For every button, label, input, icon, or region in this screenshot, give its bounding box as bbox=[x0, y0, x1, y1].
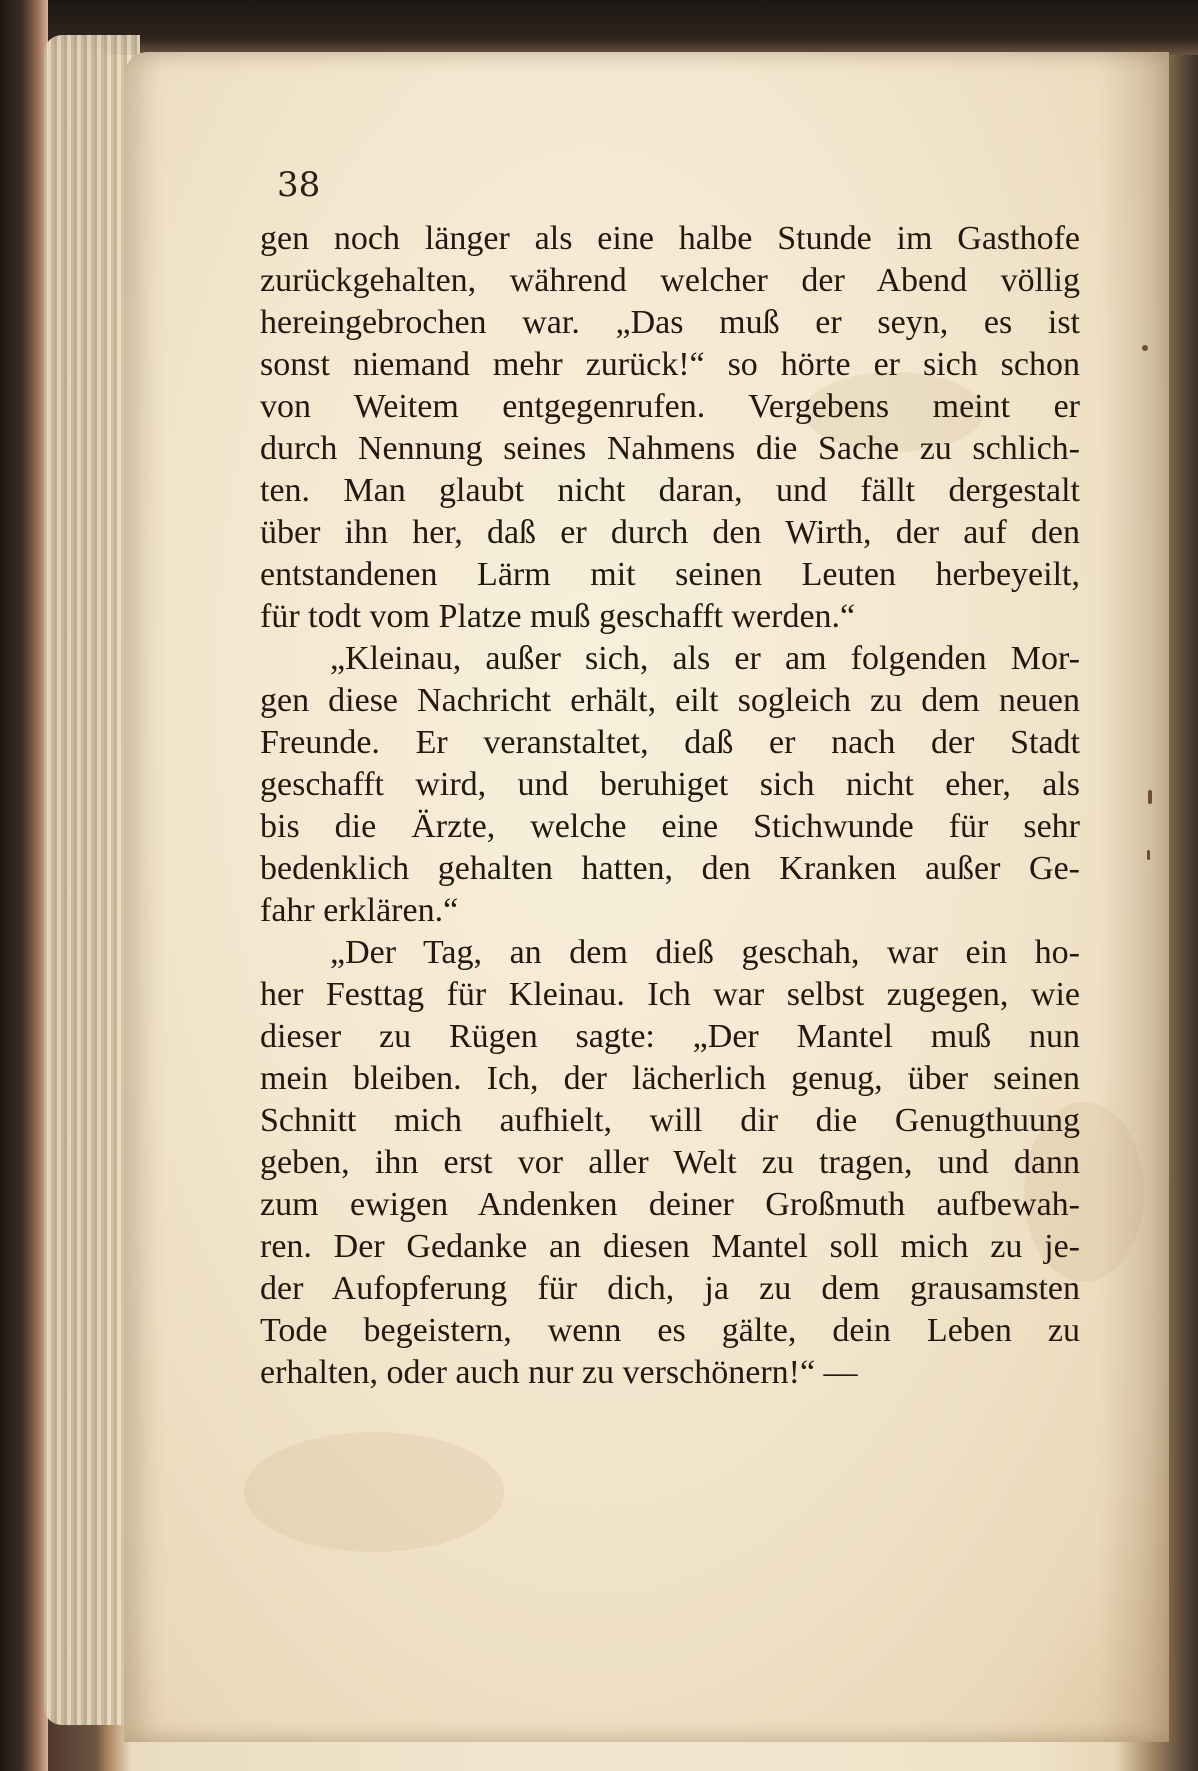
text-line: erhalten, oder auch nur zu verschönern!“ — bbox=[260, 1354, 858, 1391]
text-line: für todt vom Platze muß geschafft werden.“ bbox=[260, 598, 856, 635]
text-line: zum ewigen Andenken deiner Großmuth aufbewah- bbox=[260, 1186, 1080, 1223]
text-line: gen noch länger als eine halbe Stunde im Gasthofe bbox=[260, 220, 1080, 257]
text-line: bis die Ärzte, welche eine Stichwunde für sehr bbox=[260, 808, 1080, 845]
text-line: Tode begeistern, wenn es gälte, dein Leben zu bbox=[260, 1312, 1080, 1349]
margin-mark bbox=[1147, 850, 1150, 860]
text-line: Freunde. Er veranstaltet, daß er nach der Stadt bbox=[260, 724, 1080, 761]
text-line: gen diese Nachricht erhält, eilt sogleich zu dem neuen bbox=[260, 682, 1080, 719]
text-line: über ihn her, daß er durch den Wirth, der auf den bbox=[260, 514, 1080, 551]
text-line: ten. Man glaubt nicht daran, und fällt dergestalt bbox=[260, 472, 1080, 509]
text-line: hereingebrochen war. „Das muß er seyn, es ist bbox=[260, 304, 1080, 341]
text-line: zurückgehalten, während welcher der Abend völlig bbox=[260, 262, 1080, 299]
text-line: mein bleiben. Ich, der lächerlich genug, über seinen bbox=[260, 1060, 1080, 1097]
text-line: her Festtag für Kleinau. Ich war selbst zugegen, wie bbox=[260, 976, 1080, 1013]
text-line: geschafft wird, und beruhiget sich nicht eher, als bbox=[260, 766, 1080, 803]
text-line: Schnitt mich aufhielt, will dir die Genugthuung bbox=[260, 1102, 1080, 1139]
page-number: 38 bbox=[277, 165, 321, 205]
page-text-block bbox=[260, 218, 1080, 1478]
text-line: der Aufopferung für dich, ja zu dem grausamsten bbox=[260, 1270, 1080, 1307]
margin-mark bbox=[1148, 790, 1152, 804]
page-gutter-shadow bbox=[1099, 52, 1169, 1742]
text-line: sonst niemand mehr zurück!“ so hörte er sich schon bbox=[260, 346, 1080, 383]
text-line: bedenklich gehalten hatten, den Kranken außer Ge- bbox=[260, 850, 1080, 887]
text-line: durch Nennung seines Nahmens die Sache zu schlich- bbox=[260, 430, 1080, 467]
text-line: „Der Tag, an dem dieß geschah, war ein ho- bbox=[330, 934, 1080, 971]
text-line: von Weitem entgegenrufen. Vergebens meint er bbox=[260, 388, 1080, 425]
margin-mark bbox=[1142, 345, 1148, 351]
text-line: entstandenen Lärm mit seinen Leuten herbeyeilt, bbox=[260, 556, 1080, 593]
text-line: dieser zu Rügen sagte: „Der Mantel muß nun bbox=[260, 1018, 1080, 1055]
text-line: ren. Der Gedanke an diesen Mantel soll mich zu je- bbox=[260, 1228, 1080, 1265]
text-line: fahr erklären.“ bbox=[260, 892, 459, 929]
book-cover-top bbox=[0, 0, 1198, 55]
book-cover-left bbox=[0, 0, 48, 1771]
text-line: „Kleinau, außer sich, als er am folgenden Mor- bbox=[330, 640, 1080, 677]
text-line: geben, ihn erst vor aller Welt zu tragen, und dann bbox=[260, 1144, 1080, 1181]
